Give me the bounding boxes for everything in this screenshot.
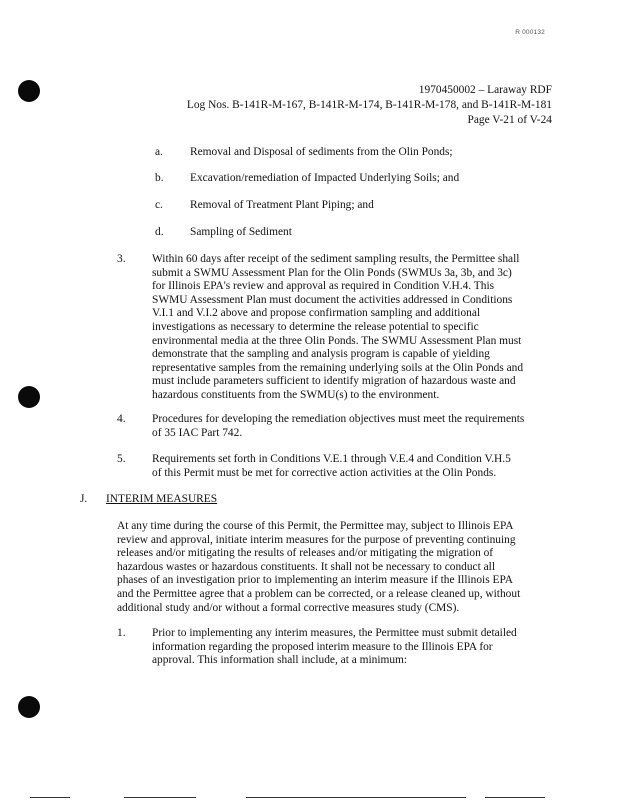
text-line: environmental media at the three Olin Ponds. The SWMU Assessment Plan must <box>152 334 522 347</box>
sub-item-text: Sampling of Sediment <box>190 226 292 238</box>
sub-item-letter: a. <box>155 146 163 158</box>
text-line: At any time during the course of this Permit, the Permittee may, subject to Illinois EPA <box>117 520 514 532</box>
text-line: submit a SWMU Assessment Plan for the Olin Ponds (SWMUs 3a, 3b, and 3c) <box>152 266 512 279</box>
text-line: representative samples from the remaining underlying soils at the Olin Ponds and <box>152 361 524 374</box>
scan-rule <box>30 797 70 798</box>
sub-item-text: Excavation/remediation of Impacted Underlying Soils; and <box>190 172 460 184</box>
section-j-letter: J. <box>80 493 88 505</box>
item-3-number: 3. <box>117 253 126 265</box>
sub-item-text: Removal and Disposal of sediments from the Olin Ponds; <box>190 146 453 158</box>
text-line: phases of an investigation prior to implementing an interim measure if the Illinois EPA <box>117 574 513 587</box>
text-line: Requirements set forth in Conditions V.E.1 through V.E.4 and Condition V.H.5 <box>152 453 511 465</box>
section-j-paragraph <box>117 520 567 615</box>
sub-item-letter: d. <box>155 226 164 238</box>
header-log-numbers: Log Nos. B-141R-M-167, B-141R-M-174, B-141R-M-178, and B-141R-M-181 <box>186 99 552 111</box>
text-line: Procedures for developing the remediation objectives must meet the requirements <box>152 413 525 425</box>
text-line: SWMU Assessment Plan must document the activities addressed in Conditions <box>152 293 513 306</box>
text-line: approval. This information shall include, at a minimum: <box>152 654 408 667</box>
bates-stamp: R 000132 <box>515 29 545 36</box>
text-line: review and approval, initiate interim measures for the purpose of preventing continuing <box>117 533 516 546</box>
item-4-number: 4. <box>117 413 126 425</box>
text-line: Prior to implementing any interim measures, the Permittee must submit detailed <box>152 627 517 639</box>
punch-hole-bottom <box>18 696 40 718</box>
header-facility-id: 1970450002 – Laraway RDF <box>418 84 552 96</box>
item-4-paragraph <box>152 413 562 440</box>
punch-hole-top <box>18 80 40 102</box>
scan-rule <box>124 797 196 798</box>
text-line: for Illinois EPA's review and approval as required in Condition V.H.4. This <box>152 280 495 293</box>
text-line: of 35 IAC Part 742. <box>152 426 243 439</box>
text-line: additional study and/or without a formal corrective measures study (CMS). <box>117 601 460 614</box>
item-j1-paragraph <box>152 627 562 668</box>
text-line: demonstrate that the sampling and analysis program is capable of yielding <box>152 348 490 361</box>
sub-item-text: Removal of Treatment Plant Piping; and <box>190 199 374 211</box>
item-3-paragraph <box>152 253 562 403</box>
text-line: hazardous constituents from the SWMU(s) to the environment. <box>152 388 440 401</box>
text-line: and the Permittee agree that a problem can be corrected, or a release cleaned up, without <box>117 587 521 600</box>
item-5-number: 5. <box>117 453 126 465</box>
text-line: Within 60 days after receipt of the sediment sampling results, the Permittee shall <box>152 253 520 265</box>
punch-hole-middle <box>18 386 40 408</box>
text-line: investigations as necessary to determine the release potential to specific <box>152 320 479 333</box>
text-line: V.I.1 and V.I.2 above and propose confirmation sampling and additional <box>152 307 481 320</box>
item-5-paragraph <box>152 453 562 480</box>
section-j-title: INTERIM MEASURES <box>106 493 218 505</box>
text-line: releases and/or mitigating the results of releases and/or mitigating the migration of <box>117 547 494 560</box>
header-page-number: Page V-21 of V-24 <box>467 114 552 126</box>
item-j1-number: 1. <box>117 627 126 639</box>
text-line: must include parameters sufficient to identify migration of hazardous waste and <box>152 375 516 388</box>
scan-rule <box>246 797 466 798</box>
text-line: information regarding the proposed interim measure to the Illinois EPA for <box>152 640 493 653</box>
sub-item-letter: b. <box>155 172 164 184</box>
scan-rule <box>485 797 545 798</box>
sub-item-letter: c. <box>155 199 163 211</box>
text-line: of this Permit must be met for corrective action activities at the Olin Ponds. <box>152 466 497 479</box>
text-line: hazardous wastes or hazardous constituents. It shall not be necessary to conduct all <box>117 560 495 573</box>
